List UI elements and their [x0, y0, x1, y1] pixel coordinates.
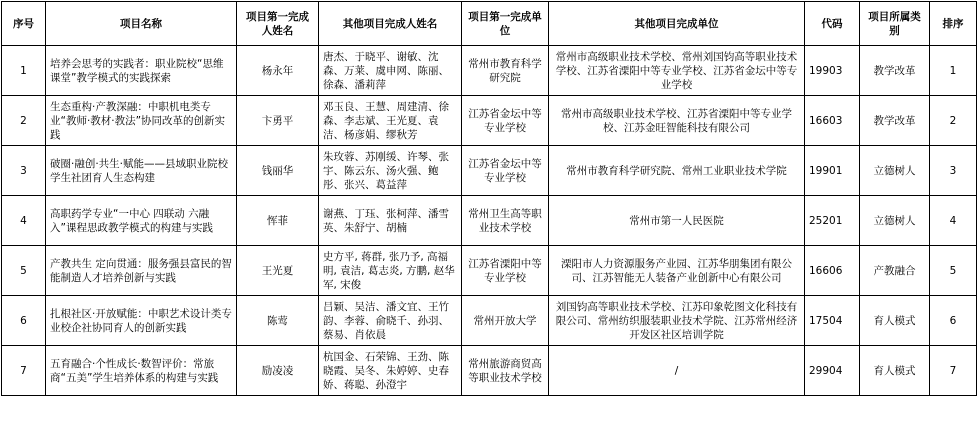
- cell-members: 邓玉良、王慧、周建清、徐森、李志斌、王光夏、袁洁、杨彦娟、缪秋芳: [319, 96, 462, 146]
- cell-leader: 王光夏: [237, 246, 319, 296]
- cell-other-units: 刘国钧高等职业技术学校、江苏印象乾图文化科技有限公司、常州纺织服装职业技术学院、江苏常州经济开发区社区培训学院: [549, 296, 805, 346]
- cell-name: 培养会思考的实践者：职业院校“思维课堂”教学模式的实践探索: [46, 46, 237, 96]
- table-row: [2, 46, 977, 96]
- table-row: [2, 346, 977, 396]
- cell-category: 产教融合: [860, 246, 930, 296]
- cell-leader: 陈莺: [237, 296, 319, 346]
- cell-first-unit: 常州旅游商贸高等职业技术学校: [462, 346, 549, 396]
- cell-members: 谢燕、丁珏、张柯萍、潘雪英、朱舒宁、胡楠: [319, 196, 462, 246]
- cell-seq: 1: [2, 46, 46, 96]
- cell-category: 教学改革: [860, 96, 930, 146]
- cell-other-units: /: [549, 346, 805, 396]
- table-row: [2, 246, 977, 296]
- cell-rank: 2: [930, 96, 977, 146]
- cell-seq: 7: [2, 346, 46, 396]
- header-first-unit: 项目第一完成单位: [462, 2, 549, 46]
- cell-name: 扎根社区·开放赋能：中职艺术设计类专业校企社协同育人的创新实践: [46, 296, 237, 346]
- cell-other-units: 常州市高级职业技术学校、常州刘国钧高等职业技术学校、江苏省溧阳中等专业学校、江苏省金坛中等专业学校: [549, 46, 805, 96]
- header-other-units: 其他项目完成单位: [549, 2, 805, 46]
- cell-name: 破圈·融创·共生·赋能——县域职业院校学生社团育人生态构建: [46, 146, 237, 196]
- cell-code: 17504: [805, 296, 860, 346]
- header-rank: 排序: [930, 2, 977, 46]
- cell-seq: 2: [2, 96, 46, 146]
- cell-first-unit: 江苏省溧阳中等专业学校: [462, 246, 549, 296]
- cell-leader: 钱丽华: [237, 146, 319, 196]
- cell-category: 立德树人: [860, 146, 930, 196]
- cell-members: 朱玫蓉、苏刚缓、许琴、张宇、陈云东、汤火强、鲍彤、张兴、葛益萍: [319, 146, 462, 196]
- table-row: [2, 196, 977, 246]
- header-row: [2, 2, 977, 46]
- cell-first-unit: 江苏省金坛中等专业学校: [462, 146, 549, 196]
- cell-other-units: 常州市第一人民医院: [549, 196, 805, 246]
- cell-seq: 3: [2, 146, 46, 196]
- cell-code: 25201: [805, 196, 860, 246]
- header-code: 代码: [805, 2, 860, 46]
- cell-members: 吕颖、吴洁、潘文宜、王竹韵、李蓉、俞晓千、孙羽、蔡易、肖依晨: [319, 296, 462, 346]
- cell-seq: 5: [2, 246, 46, 296]
- table-row: [2, 96, 977, 146]
- cell-rank: 5: [930, 246, 977, 296]
- cell-rank: 6: [930, 296, 977, 346]
- cell-first-unit: 江苏省金坛中等专业学校: [462, 96, 549, 146]
- cell-members: 史方平, 蒋群, 张乃予, 高福明, 袁洁, 葛志炎, 方鹏, 赵华军, 宋俊: [319, 246, 462, 296]
- header-seq: 序号: [2, 2, 46, 46]
- cell-category: 立德树人: [860, 196, 930, 246]
- cell-members: 杭国金、石荣锦、王劲、陈晓霞、吴冬、朱婷婷、史春娇、蒋聪、孙澄宇: [319, 346, 462, 396]
- cell-other-units: 常州市教育科学研究院、常州工业职业技术学院: [549, 146, 805, 196]
- cell-first-unit: 常州市教育科学研究院: [462, 46, 549, 96]
- header-name: 项目名称: [46, 2, 237, 46]
- cell-category: 教学改革: [860, 46, 930, 96]
- cell-other-units: 常州市高级职业技术学校、江苏省溧阳中等专业学校、江苏金旺智能科技有限公司: [549, 96, 805, 146]
- cell-seq: 6: [2, 296, 46, 346]
- cell-first-unit: 常州开放大学: [462, 296, 549, 346]
- cell-code: 29904: [805, 346, 860, 396]
- cell-category: 育人模式: [860, 296, 930, 346]
- awards-table: [1, 1, 977, 396]
- cell-code: 16603: [805, 96, 860, 146]
- table-row: [2, 296, 977, 346]
- cell-leader: 励凌凌: [237, 346, 319, 396]
- cell-name: 生态重构·产教深融：中职机电类专业“教师·教材·教法”协同改革的创新实践: [46, 96, 237, 146]
- header-category: 项目所属类别: [860, 2, 930, 46]
- cell-seq: 4: [2, 196, 46, 246]
- cell-code: 16606: [805, 246, 860, 296]
- cell-leader: 恽菲: [237, 196, 319, 246]
- cell-rank: 4: [930, 196, 977, 246]
- cell-rank: 3: [930, 146, 977, 196]
- cell-leader: 卞勇平: [237, 96, 319, 146]
- cell-leader: 杨永年: [237, 46, 319, 96]
- cell-members: 唐杰、于晓平、谢敏、沈森、万莱、虞申网、陈丽、徐森、潘莉萍: [319, 46, 462, 96]
- cell-name: 五育融合·个性成长·数智评价：常旅商“五美”学生培养体系的构建与实践: [46, 346, 237, 396]
- header-leader: 项目第一完成人姓名: [237, 2, 319, 46]
- header-members: 其他项目完成人姓名: [319, 2, 462, 46]
- cell-category: 育人模式: [860, 346, 930, 396]
- cell-rank: 7: [930, 346, 977, 396]
- cell-code: 19901: [805, 146, 860, 196]
- cell-other-units: 溧阳市人力资源服务产业园、江苏华朋集团有限公司、江苏智能无人装备产业创新中心有限公司: [549, 246, 805, 296]
- cell-code: 19903: [805, 46, 860, 96]
- cell-name: 产教共生 定向贯通：服务强县富民的智能制造人才培养创新与实践: [46, 246, 237, 296]
- cell-rank: 1: [930, 46, 977, 96]
- cell-first-unit: 常州卫生高等职业技术学校: [462, 196, 549, 246]
- table-row: [2, 146, 977, 196]
- cell-name: 高职药学专业“一中心 四联动 六融入”课程思政教学模式的构建与实践: [46, 196, 237, 246]
